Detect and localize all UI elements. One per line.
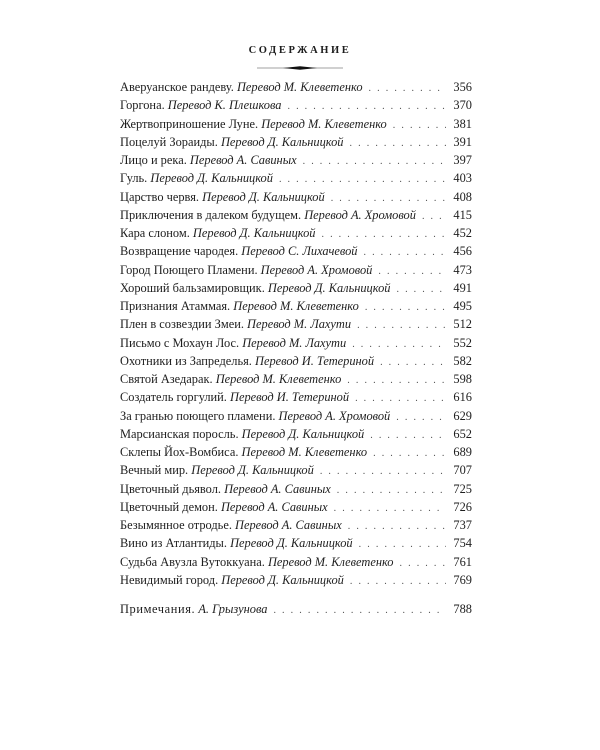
entry-page: 769 bbox=[453, 572, 472, 587]
table-of-contents bbox=[120, 78, 472, 618]
dot-leader bbox=[370, 427, 446, 445]
toc-entry-notes bbox=[120, 600, 472, 618]
entry-page: 552 bbox=[453, 335, 472, 350]
dot-leader bbox=[350, 573, 446, 591]
toc-entry bbox=[120, 206, 472, 224]
entry-title: Судьба Авузла Вутоккуана. bbox=[120, 554, 265, 569]
toc-entry bbox=[120, 169, 472, 187]
entry-translator: Перевод Д. Кальницкой bbox=[220, 134, 344, 149]
toc-entry bbox=[120, 425, 472, 443]
toc-entry bbox=[120, 498, 472, 516]
toc-entry bbox=[120, 388, 472, 406]
dot-leader bbox=[357, 317, 446, 335]
entry-title: Гуль. bbox=[120, 171, 148, 186]
toc-entry bbox=[120, 407, 472, 425]
dot-leader bbox=[369, 80, 446, 98]
entry-translator: Перевод М. Лахути bbox=[242, 335, 347, 350]
entry-title: Лицо и река. bbox=[120, 153, 187, 167]
entry-page: 495 bbox=[453, 299, 472, 313]
toc-entry bbox=[120, 571, 472, 589]
entry-page: 737 bbox=[453, 518, 472, 532]
dot-leader bbox=[373, 445, 446, 463]
dot-leader bbox=[347, 372, 446, 390]
entry-page: 726 bbox=[453, 499, 472, 514]
entry-translator: Перевод М. Клеветенко bbox=[215, 372, 342, 386]
toc-entry bbox=[120, 370, 472, 388]
entry-title: Горгона. bbox=[120, 98, 165, 113]
entry-title: Хороший бальзамировщик. bbox=[120, 280, 265, 295]
toc-entry bbox=[120, 96, 472, 114]
dot-leader bbox=[396, 409, 446, 427]
toc-entry bbox=[120, 534, 472, 552]
entry-title: Письмо с Мохаун Лос. bbox=[120, 335, 240, 350]
dot-leader bbox=[380, 354, 446, 372]
entry-page: 408 bbox=[453, 189, 472, 204]
entry-page: 707 bbox=[453, 463, 472, 478]
toc-entry bbox=[120, 516, 472, 534]
dot-leader bbox=[337, 482, 446, 500]
toc-entry bbox=[120, 553, 472, 571]
entry-page: 629 bbox=[453, 408, 472, 423]
entry-page: 652 bbox=[453, 426, 472, 441]
entry-page: 689 bbox=[453, 445, 472, 459]
dot-leader bbox=[363, 244, 446, 262]
dot-leader bbox=[334, 500, 446, 518]
entry-title: Поцелуй Зораиды. bbox=[120, 134, 218, 149]
entry-title: Жертвоприношение Луне. bbox=[120, 116, 259, 131]
entry-page: 397 bbox=[453, 153, 472, 167]
notes-title: Примечания. bbox=[120, 602, 196, 616]
entry-page: 725 bbox=[453, 481, 472, 496]
entry-title: За гранью поющего пламени. bbox=[120, 408, 276, 423]
entry-translator: Перевод И. Тетериной bbox=[255, 353, 375, 368]
entry-page: 473 bbox=[453, 262, 472, 277]
entry-translator: Перевод Д. Кальницкой bbox=[241, 426, 365, 441]
entry-page: 491 bbox=[453, 280, 472, 295]
dot-leader bbox=[273, 602, 446, 620]
entry-translator: Перевод А. Савиных bbox=[224, 481, 331, 496]
entry-page: 370 bbox=[453, 98, 472, 113]
page-heading: СОДЕРЖАНИЕ bbox=[248, 45, 352, 56]
entry-translator: Перевод М. Клеветенко bbox=[236, 80, 363, 94]
toc-entry bbox=[120, 480, 472, 498]
entry-page: 754 bbox=[453, 536, 472, 551]
entry-page: 582 bbox=[453, 353, 472, 368]
entry-translator: Перевод Д. Кальницкой bbox=[191, 463, 314, 478]
dot-leader bbox=[320, 463, 446, 481]
entry-title: Создатель горгулий. bbox=[120, 390, 227, 405]
entry-translator: Перевод М. Клеветенко bbox=[261, 116, 387, 131]
entry-title: Святой Азедарак. bbox=[120, 372, 213, 386]
entry-page: 403 bbox=[453, 171, 472, 186]
dot-leader bbox=[422, 208, 446, 226]
toc-entry bbox=[120, 334, 472, 352]
entry-translator: Перевод А. Савиных bbox=[235, 518, 342, 532]
entry-translator: Перевод М. Клеветенко bbox=[267, 554, 394, 569]
entry-title: Цветочный демон. bbox=[120, 499, 218, 514]
entry-translator: Перевод А. Хромовой bbox=[260, 262, 373, 277]
entry-title: Плен в созвездии Змеи. bbox=[120, 317, 244, 332]
toc-entry bbox=[120, 242, 472, 260]
dot-leader bbox=[393, 117, 446, 135]
entry-page: 452 bbox=[453, 226, 472, 240]
entry-translator: Перевод Д. Кальницкой bbox=[230, 536, 353, 551]
toc-entry bbox=[120, 297, 472, 315]
toc-entry bbox=[120, 224, 472, 242]
entry-title: Склепы Йох-Вомбиса. bbox=[120, 445, 239, 459]
toc-entry bbox=[120, 151, 472, 169]
entry-page: 616 bbox=[453, 390, 472, 405]
dot-leader bbox=[348, 518, 446, 536]
entry-translator: Перевод А. Хромовой bbox=[304, 207, 416, 222]
entry-title: Царство червя. bbox=[120, 189, 200, 204]
entry-page: 356 bbox=[453, 80, 472, 94]
entry-translator: Перевод Д. Кальницкой bbox=[202, 189, 325, 204]
notes-page: 788 bbox=[453, 602, 472, 616]
entry-translator: Перевод Д. Кальницкой bbox=[150, 171, 273, 186]
entry-title: Вечный мир. bbox=[120, 463, 189, 478]
entry-title: Охотники из Запределья. bbox=[120, 353, 252, 368]
entry-page: 415 bbox=[453, 207, 472, 222]
entry-title: Возвращение чародея. bbox=[120, 244, 239, 259]
entry-page: 381 bbox=[453, 116, 472, 131]
entry-title: Приключения в далеком будущем. bbox=[120, 207, 302, 222]
entry-translator: Перевод Д. Кальницкой bbox=[192, 226, 316, 240]
entry-translator: Перевод С. Лихачевой bbox=[241, 244, 358, 259]
entry-title: Безымянное отродье. bbox=[120, 518, 232, 532]
entry-translator: Перевод А. Хромовой bbox=[278, 408, 391, 423]
dot-leader bbox=[400, 555, 447, 573]
toc-entry bbox=[120, 443, 472, 461]
heading-ornament bbox=[257, 66, 343, 70]
entry-translator: Перевод М. Клеветенко bbox=[241, 445, 368, 459]
entry-title: Город Поющего Пламени. bbox=[120, 262, 258, 277]
toc-entry bbox=[120, 78, 472, 96]
entry-translator: Перевод К. Плешкова bbox=[167, 98, 282, 113]
toc-entry bbox=[120, 188, 472, 206]
entry-title: Вино из Атлантиды. bbox=[120, 536, 227, 551]
entry-title: Цветочный дьявол. bbox=[120, 481, 221, 496]
toc-entry bbox=[120, 115, 472, 133]
dot-leader bbox=[396, 281, 446, 299]
notes-author: А. Грызунова bbox=[198, 602, 268, 616]
dot-leader bbox=[303, 153, 446, 171]
entry-page: 391 bbox=[453, 134, 472, 149]
entry-title: Невидимый город. bbox=[120, 572, 219, 587]
entry-title: Признания Атаммая. bbox=[120, 299, 231, 313]
entry-page: 598 bbox=[453, 372, 472, 386]
dot-leader bbox=[365, 299, 446, 317]
toc-entry bbox=[120, 133, 472, 151]
toc-entry bbox=[120, 461, 472, 479]
toc-entry bbox=[120, 315, 472, 333]
dot-leader bbox=[350, 135, 446, 153]
entry-translator: Перевод Д. Кальницкой bbox=[221, 572, 344, 587]
toc-entry bbox=[120, 279, 472, 297]
entry-translator: Перевод Д. Кальницкой bbox=[267, 280, 391, 295]
entry-title: Аверуанское рандеву. bbox=[120, 80, 234, 94]
entry-title: Марсианская поросль. bbox=[120, 426, 239, 441]
entry-translator: Перевод А. Савиных bbox=[189, 153, 297, 167]
entry-page: 456 bbox=[453, 244, 472, 259]
entry-translator: Перевод И. Тетериной bbox=[230, 390, 350, 405]
toc-entry bbox=[120, 352, 472, 370]
entry-page: 761 bbox=[453, 554, 472, 569]
entry-translator: Перевод М. Клеветенко bbox=[233, 299, 359, 313]
entry-title: Кара слоном. bbox=[120, 226, 190, 240]
toc-entry bbox=[120, 261, 472, 279]
entry-translator: Перевод М. Лахути bbox=[247, 317, 352, 332]
entry-page: 512 bbox=[453, 317, 472, 332]
entry-translator: Перевод А. Савиных bbox=[220, 499, 328, 514]
